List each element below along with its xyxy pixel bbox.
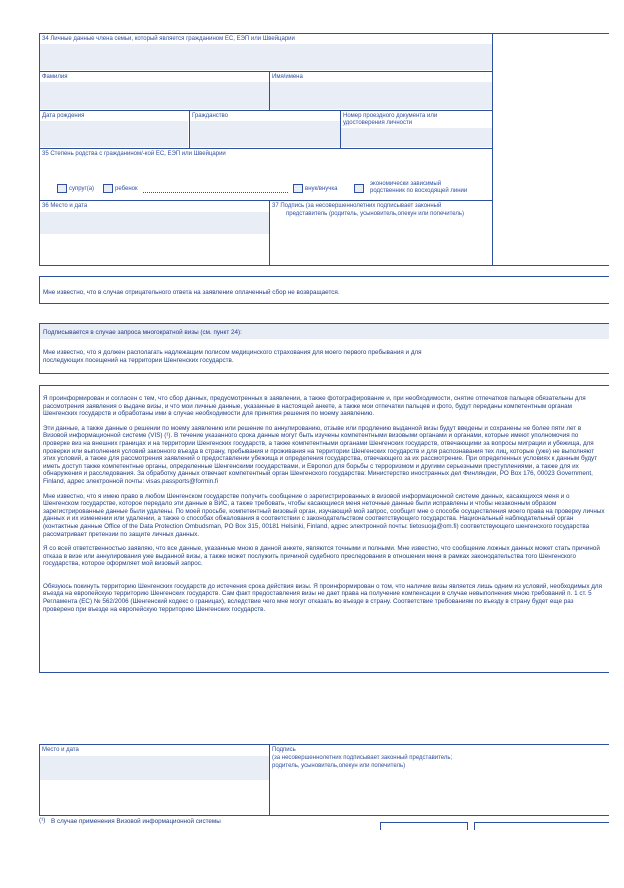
row-divider-4 (39, 200, 493, 201)
grandchild-checkbox[interactable] (293, 184, 303, 193)
sig-top-line (39, 744, 609, 745)
multiple-visa-text-2: последующих посещений на территории Шенгенских государств. (43, 357, 234, 364)
frame-right-line (492, 33, 493, 265)
row-divider-2 (39, 110, 493, 111)
section-37-label-1: 37 Подпись (за несовершеннолетних подписывает законный (272, 203, 442, 209)
footnote-marker: (¹) (39, 817, 46, 824)
fee-notice-text: Мне известно, что в случае отрицательного ответа на заявление оплаченный сбор не возвращается. (43, 289, 340, 296)
travel-doc-label-2: удостоверения личности (343, 120, 413, 126)
spouse-checkbox[interactable] (57, 184, 67, 193)
surname-field[interactable] (40, 82, 269, 109)
dob-label: Дата рождения (42, 113, 85, 119)
fee-notice-panel (39, 276, 609, 304)
bottom-right-box-2 (474, 822, 609, 830)
dob-field[interactable] (40, 121, 188, 147)
citizenship-label: Гражданство (192, 113, 228, 119)
row-divider-3 (39, 148, 493, 149)
frame-bottom-line (39, 265, 609, 266)
citizenship-field[interactable] (190, 121, 340, 147)
declaration-paragraph-vis-storage: Эти данные, а также данные о решении по моему заявлению или решение по аннулированию, отзыве или продлению выданной визы будут введены и сохранены не более пяти лет в Визовой информационной системе (VIS) (¹). В течение указанного срока данные могут быть изучены компетентными визовыми органами и органами, которые имеют уполномочия по проверке виз на внешних границах и на территории Шенгенских государств, а также компетентными органами Шенгенских государств, отвечающими за вопросы миграции и убежища, для проверки или выполнения условий законного въезда в страну, пребывания и проживания на территории Шенгенских государств и для распознавания тех лиц, которые (уже) не выполняют этих условий, а также для рассмотрения заявлений о предоставлении убежища и определения государства, отвечающего за их рассмотрение. При определенных условиях к данным будут иметь доступ также компетентные органы, определенные Шенгенскими государствами, и Европол для борьбы с терроризмом и другими серьезными преступлениями, а также для их обнаружения и расследования. За обработку данных отвечает компетентный орган Шенгенского государства: Министерство иностранных дел Финляндии, PO Box 176, 00023 Government, Finland, адрес электронной почты: visas.passports@formin.fi (43, 424, 598, 485)
bottom-right-box-1 (380, 822, 468, 830)
col-divider-36-37 (269, 200, 270, 265)
section-37-label-2: представитель (родитель, усыновитель,опекун или попечитель) (286, 211, 465, 217)
bottom-signature-label-1: Подпись (272, 747, 296, 753)
place-date-field-36[interactable] (40, 212, 269, 234)
bottom-signature-label-2: (за несовершеннолетних подписывает законный представитель; (272, 755, 453, 761)
travel-doc-field[interactable] (341, 128, 492, 147)
surname-label: Фамилия (42, 74, 68, 80)
section-36-label: 36 Место и дата (42, 203, 88, 209)
given-names-field[interactable] (270, 82, 492, 109)
dependent-label-2: родственник по восходящей линии (370, 188, 468, 194)
travel-doc-label-1: Номер проездного документа или (343, 113, 438, 119)
declaration-paragraph-data-collection: Я проинформирован и согласен с тем, что сбор данных, предусмотренных в заявлении, а также фотографирование и, при необходимости, снятие отпечатков пальцев обязательны для рассмотрения заявления о выдаче визы, и что мои личные данные, указанные в настоящей анкете, а также мои отпечатки пальцев и фото, будут переданы компетентным органам Шенгенских государств и обработаны ими в случае необходимости для принятия решения по моему заявлению. (43, 395, 586, 418)
child-label: ребенок (115, 186, 138, 192)
child-checkbox[interactable] (103, 184, 113, 193)
dependent-relative-checkbox[interactable] (354, 184, 364, 193)
bottom-place-date-field[interactable] (40, 756, 269, 780)
multiple-visa-heading: Подписывается в случае запроса многократной визы (см. пункт 24): (43, 329, 242, 336)
row-divider-1 (39, 71, 493, 72)
multiple-visa-panel (39, 323, 609, 374)
given-names-label: Имя/имена (272, 74, 303, 80)
declaration-paragraph-leave-territory: Обязуюсь покинуть территорию Шенгенских государств до истечения срока действия визы. Я проинформирован о том, что наличие визы является лишь одним из условий, необходимых для въезда на европейскую территорию Шенгенских государств. Сам факт предоставления визы не дает права на получение компенсации в случае невыполнения мною требований п. 1 ст. 5 Регламента (ЕС) № 562/2006 (Шенгенский кодекс о границах), вследствие чего мне могут отказать во въезде в страну. Соответствие требованиям по въезду в страну будет еще раз проверено при въезде на европейскую территорию Шенгенских государств. (43, 582, 602, 613)
spouse-label: супруг(а) (69, 186, 95, 192)
sig-bottom-line (39, 815, 609, 816)
section-35-label: 35 Степень родства с гражданином/-кой ЕС, ЕЭП или Швейцарии (42, 151, 226, 157)
section-34-fill (40, 44, 492, 70)
footnote-text: В случае применения Визовой информационной системы (51, 818, 221, 825)
declaration-paragraph-truthfulness: Я со всей ответственностью заявляю, что все данные, указанные мною в данной анкете, являются точными и полными. Мне известно, что сообщение ложных данных может стать причиной отказа в визе или аннулирования уже выданной визы, а также может послужить причиной судебного преследования в отношении меня в рамках законодательства того Шенгенского государства, которое оформляет мой визовый запрос. (43, 545, 600, 568)
sig-col-divider (269, 744, 270, 816)
section-34-label: 34 Личные данные члена семьи, который является гражданином ЕС, ЕЭП или Швейцарии (42, 36, 295, 42)
sig-left-line (39, 744, 40, 816)
multiple-visa-text-1: Мне известно, что я должен располагать надлежащим полисом медицинского страхования для моего первого пребывания и для (43, 349, 422, 356)
frame-top-line (39, 33, 609, 34)
bottom-place-date-label: Место и дата (42, 747, 79, 753)
other-relationship-dotted-line (143, 192, 288, 193)
declaration-paragraph-rights: Мне известно, что я имею право в любом Шенгенском государстве получить сообщение о зарегистрированных в визовой информационной системе данных, касающихся меня и о Шенгенском государстве, которое передало эти данные в ВИС, а также требовать, чтобы касающиеся меня неточные данные были исправлены и чтобы незаконным образом зарегистрированные данные были удалены. По моей просьбе, компетентный визовый орган, изучающий мой запрос, сообщит мне о способе осуществления моего права на проверку личных данных и их изменении или удалении, а также о способах обжалования в соответствии с законодательством соответствующего государства. Национальный наблюдательный орган (контактные данные Office of the Data Protection Ombudsman, PO Box 315, 00181 Helsinki, Finland, адрес электронной почты: tietosuoja@om.fi) соответствующего шенгенского государства рассматривает претензии по защите личных данных. (43, 492, 605, 538)
dependent-label-1: экономически зависимый (370, 181, 442, 187)
declaration-panel (39, 385, 609, 673)
bottom-signature-label-3: родитель, усыновитель,опекун или попечитель) (272, 763, 406, 769)
grandchild-label: внук/внучка (305, 186, 338, 192)
declaration-text (43, 395, 606, 613)
